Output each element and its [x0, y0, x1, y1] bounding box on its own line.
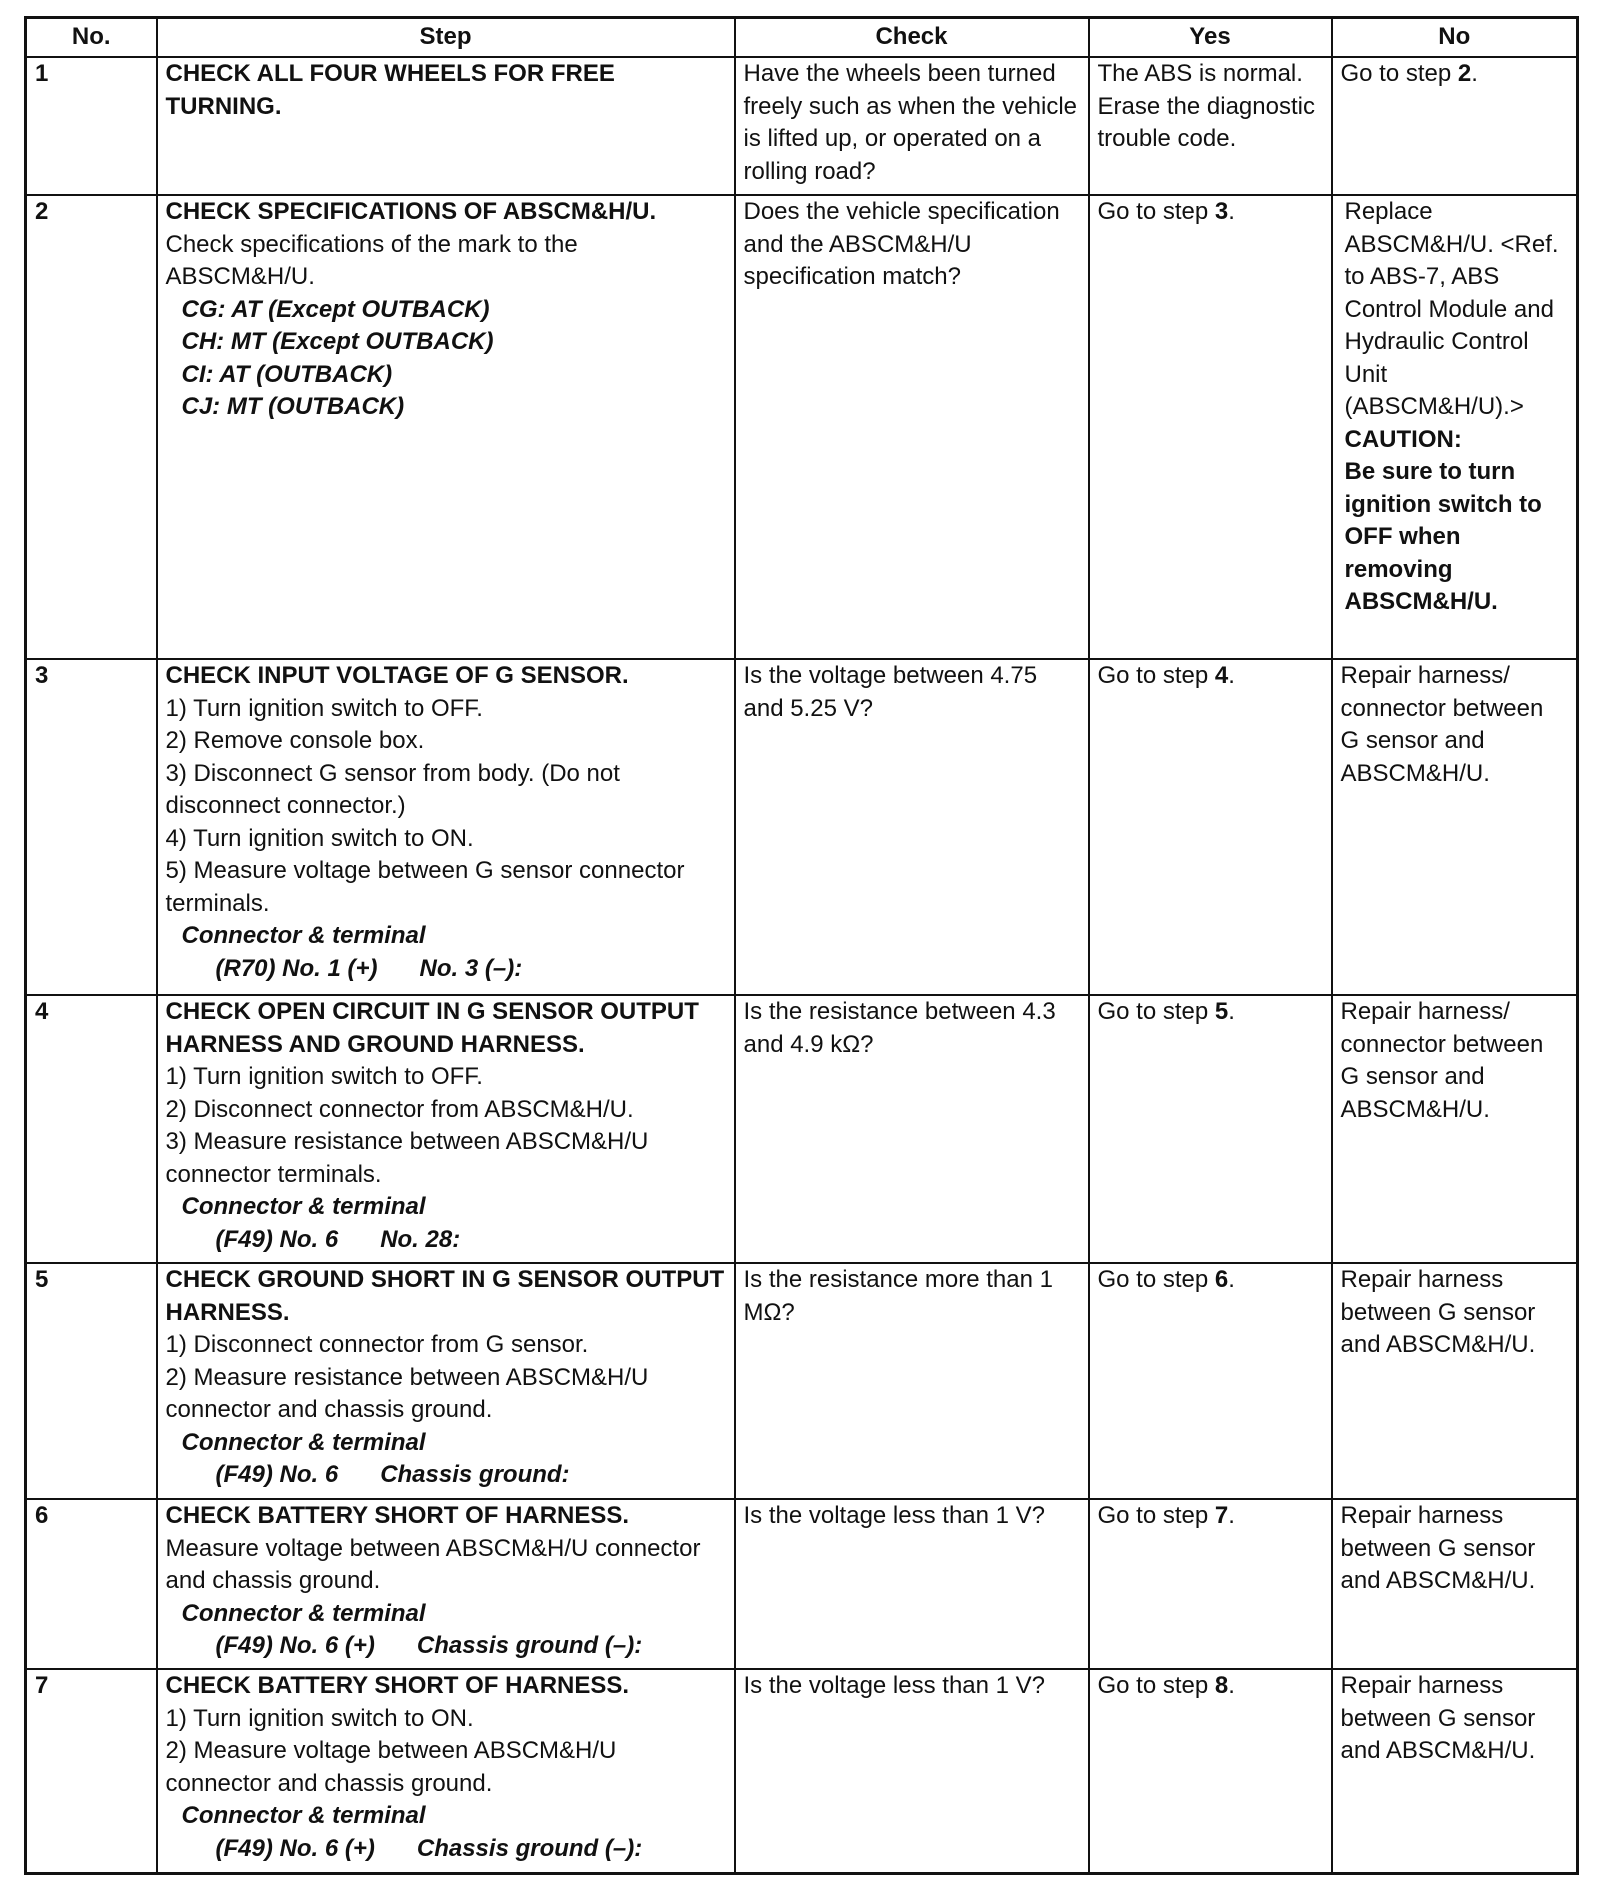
- header-step: Step: [157, 18, 735, 58]
- step-instruction: 1) Turn ignition switch to OFF.: [165, 694, 483, 722]
- yes-step-ref: 6: [1214, 1266, 1229, 1293]
- step-instruction: 1) Turn ignition switch to OFF.: [165, 1063, 483, 1090]
- connector-terminals: [166, 1459, 726, 1492]
- no-cell: [1332, 57, 1578, 195]
- step-number: 5: [26, 1263, 157, 1499]
- yes-text-end: .: [1228, 1502, 1235, 1529]
- table-row: [26, 1499, 1578, 1669]
- yes-step-ref: 4: [1214, 662, 1229, 689]
- step-instruction: Measure voltage between ABSCM&H/U connector and chassis ground.: [165, 1534, 701, 1594]
- step-title: CHECK ALL FOUR WHEELS FOR FREE TURNING.: [165, 60, 615, 120]
- connector-terminals: [166, 1224, 726, 1257]
- no-cell: Repair harness between G sensor and ABSCM&H/U.: [1332, 1499, 1578, 1669]
- step-instruction: 2) Measure resistance between ABSCM&H/U connector and chassis ground.: [165, 1363, 649, 1423]
- step-cell: [157, 659, 735, 995]
- step-cell: [157, 995, 735, 1263]
- no-cell: Repair harness/ connector between G sensor and ABSCM&H/U.: [1332, 659, 1578, 995]
- step-number: 3: [26, 659, 157, 995]
- header-row: [26, 18, 1578, 58]
- yes-text: Go to step: [1097, 1266, 1215, 1293]
- check-cell: Is the voltage less than 1 V?: [735, 1499, 1089, 1669]
- yes-cell: [1089, 1499, 1332, 1669]
- yes-step-ref: 8: [1214, 1672, 1229, 1699]
- yes-text: Go to step: [1097, 1502, 1215, 1529]
- yes-cell: [1089, 659, 1332, 995]
- step-instruction: 2) Disconnect connector from ABSCM&H/U.: [165, 1095, 634, 1123]
- yes-text-end: .: [1228, 198, 1235, 225]
- check-cell: Have the wheels been turned freely such as when the vehicle is lifted up, or operated on a rolling road?: [735, 57, 1089, 195]
- step-title: CHECK BATTERY SHORT OF HARNESS.: [165, 1672, 630, 1699]
- connector-label: Connector & terminal: [181, 1599, 426, 1627]
- yes-cell: The ABS is normal. Erase the diagnostic trouble code.: [1089, 57, 1332, 195]
- table-row: [26, 195, 1578, 659]
- connector-terminals: [166, 953, 726, 986]
- no-text: Replace ABSCM&H/U. <Ref. to ABS-7, ABS Control Module and Hydraulic Control Unit (ABSCM&H/U).>: [1344, 198, 1559, 420]
- yes-cell: [1089, 195, 1332, 659]
- yes-text-end: .: [1228, 662, 1235, 689]
- step-number: 4: [26, 995, 157, 1263]
- check-cell: Is the resistance between 4.3 and 4.9 kΩ?: [735, 995, 1089, 1263]
- yes-step-ref: 3: [1214, 198, 1229, 225]
- spec-code: CI: AT (OUTBACK): [181, 360, 393, 388]
- step-instruction: 3) Disconnect G sensor from body. (Do not disconnect connector.): [165, 759, 620, 819]
- no-cell: Repair harness between G sensor and ABSCM&H/U.: [1332, 1669, 1578, 1873]
- step-instruction: 4) Turn ignition switch to ON.: [165, 824, 474, 852]
- check-cell: Is the resistance more than 1 MΩ?: [735, 1263, 1089, 1499]
- connector-terminals: [166, 1833, 726, 1866]
- connector-label: Connector & terminal: [181, 1428, 426, 1456]
- table-row: [26, 995, 1578, 1263]
- connector-a: (F49) No. 6 (+): [215, 1632, 375, 1659]
- no-cell: Repair harness between G sensor and ABSCM&H/U.: [1332, 1263, 1578, 1499]
- connector-b: Chassis ground (–):: [416, 1632, 643, 1659]
- step-title: CHECK BATTERY SHORT OF HARNESS.: [165, 1502, 630, 1529]
- yes-text-end: .: [1228, 1672, 1235, 1699]
- connector-b: Chassis ground:: [380, 1461, 570, 1488]
- step-title: CHECK INPUT VOLTAGE OF G SENSOR.: [165, 662, 629, 689]
- step-number: 1: [26, 57, 157, 195]
- yes-text: Go to step: [1097, 662, 1215, 689]
- step-instruction: 1) Turn ignition switch to ON.: [165, 1704, 474, 1732]
- table-row: [26, 57, 1578, 195]
- check-cell: Is the voltage less than 1 V?: [735, 1669, 1089, 1873]
- step-title: CHECK SPECIFICATIONS OF ABSCM&H/U.: [165, 198, 657, 225]
- header-no: No.: [26, 18, 157, 58]
- yes-step-ref: 7: [1214, 1502, 1229, 1529]
- check-cell: Is the voltage between 4.75 and 5.25 V?: [735, 659, 1089, 995]
- caution-label: CAUTION:: [1344, 425, 1462, 453]
- step-cell: [157, 1499, 735, 1669]
- no-cell: [1332, 195, 1578, 659]
- diagnostic-table-container: [24, 16, 1576, 1875]
- yes-cell: [1089, 1669, 1332, 1873]
- step-instruction: 2) Measure voltage between ABSCM&H/U connector and chassis ground.: [165, 1737, 617, 1797]
- step-instruction: 1) Disconnect connector from G sensor.: [165, 1331, 589, 1358]
- step-number: 6: [26, 1499, 157, 1669]
- step-title: CHECK OPEN CIRCUIT IN G SENSOR OUTPUT HARNESS AND GROUND HARNESS.: [165, 998, 699, 1058]
- table-row: [26, 659, 1578, 995]
- connector-b: No. 28:: [380, 1225, 461, 1253]
- connector-a: (R70) No. 1 (+): [215, 954, 378, 982]
- yes-cell: [1089, 995, 1332, 1263]
- connector-terminals: [166, 1630, 726, 1663]
- yes-cell: [1089, 1263, 1332, 1499]
- header-check: Check: [735, 18, 1089, 58]
- connector-a: (F49) No. 6 (+): [215, 1834, 375, 1862]
- step-title: CHECK GROUND SHORT IN G SENSOR OUTPUT HARNESS.: [165, 1266, 725, 1326]
- yes-text: Go to step: [1097, 198, 1215, 225]
- step-instruction: 3) Measure resistance between ABSCM&H/U connector terminals.: [165, 1128, 649, 1188]
- table-row: [26, 1263, 1578, 1499]
- step-number: 7: [26, 1669, 157, 1873]
- spec-code: CJ: MT (OUTBACK): [181, 393, 405, 420]
- step-instruction: 5) Measure voltage between G sensor connector terminals.: [165, 857, 685, 917]
- connector-b: No. 3 (–):: [419, 954, 523, 982]
- connector-a: (F49) No. 6: [215, 1461, 339, 1488]
- diagnostic-table: [24, 16, 1579, 1875]
- step-cell: [157, 1263, 735, 1499]
- yes-text: Go to step: [1097, 998, 1215, 1025]
- spec-code: CG: AT (Except OUTBACK): [181, 295, 490, 323]
- header-no-result: No: [1332, 18, 1578, 58]
- yes-text-end: .: [1228, 998, 1235, 1025]
- no-text: Go to step: [1340, 60, 1458, 87]
- yes-text: Go to step: [1097, 1672, 1215, 1699]
- yes-step-ref: 5: [1214, 998, 1229, 1025]
- step-number: 2: [26, 195, 157, 659]
- connector-label: Connector & terminal: [181, 922, 426, 949]
- no-step-ref: 2: [1457, 60, 1472, 87]
- header-yes: Yes: [1089, 18, 1332, 58]
- spec-code: CH: MT (Except OUTBACK): [181, 328, 494, 355]
- connector-b: Chassis ground (–):: [416, 1834, 643, 1862]
- step-cell: [157, 57, 735, 195]
- connector-label: Connector & terminal: [181, 1802, 426, 1829]
- connector-label: Connector & terminal: [181, 1193, 426, 1220]
- step-instruction: 2) Remove console box.: [165, 727, 425, 754]
- step-body: Check specifications of the mark to the ABSCM&H/U.: [165, 230, 578, 290]
- step-cell: [157, 1669, 735, 1873]
- yes-text-end: .: [1228, 1266, 1235, 1293]
- table-row: [26, 1669, 1578, 1873]
- check-cell: Does the vehicle specification and the ABSCM&H/U specification match?: [735, 195, 1089, 659]
- step-cell: [157, 195, 735, 659]
- caution-text: Be sure to turn ignition switch to OFF when removing ABSCM&H/U.: [1344, 458, 1542, 615]
- no-text-end: .: [1471, 60, 1478, 87]
- no-cell: Repair harness/ connector between G sensor and ABSCM&H/U.: [1332, 995, 1578, 1263]
- connector-a: (F49) No. 6: [215, 1225, 339, 1253]
